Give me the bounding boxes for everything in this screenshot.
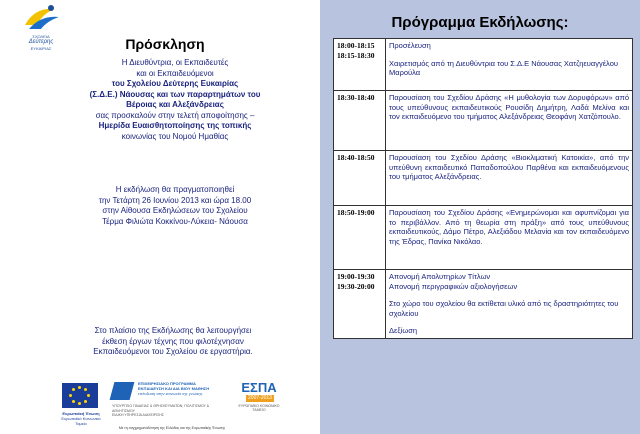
event-line: Η εκδήλωση θα πραγματοποιηθεί	[115, 185, 235, 194]
time-slot: 18:30-18:40	[337, 93, 375, 102]
table-row	[334, 39, 633, 91]
time-cell	[334, 151, 386, 206]
operational-programme-text	[138, 381, 230, 396]
eu-label	[58, 411, 104, 426]
invitation-line: και οι Εκπαιδευόμενοι	[136, 68, 214, 78]
description-line: Παρουσίαση του Σχεδίου Δράσης «Ενημερώνομαι και αφυπνίζομαι για το περιβάλλον. Από τη θεωρία στη πράξη» από τους υπεύθυνους εκπαιδευτικούς, Δάμο Πέτρο, Αλεξιάδου Μελανία και τον εκπαιδευόμενο της Έδρας, Πανίκα Νικόλαο.	[389, 208, 629, 246]
invitation-line: κοινωνίας του Νομού Ημαθίας	[121, 131, 229, 141]
op-line-1: ΕΠΙΧΕΙΡΗΣΙΑΚΟ ΠΡΟΓΡΑΜΜΑ	[138, 381, 196, 386]
eu-flag-icon	[62, 383, 98, 408]
espa-word: ΕΣΠΑ	[241, 380, 277, 395]
time-cell	[334, 39, 386, 91]
invitation-body	[50, 58, 300, 142]
op-line-2: ΕΚΠΑΙΔΕΥΣΗ ΚΑΙ ΔΙΑ ΒΙΟΥ ΜΑΘΗΣΗ	[138, 386, 210, 391]
logo-line-3: ΕΥΚΑΙΡΙΑΣ	[30, 46, 52, 51]
table-row	[334, 206, 633, 270]
time-slot: 19:30-20:00	[337, 281, 375, 291]
note-line: Εκπαιδευόμενοι του Σχολείου σε εργαστήρια.	[93, 347, 253, 356]
cofunding-footer: Με τη συγχρηματοδότηση της Ελλάδας και της Ευρωπαϊκής Ένωσης	[118, 426, 226, 430]
description-line: Παρουσίαση του Σχεδίου Δράσης «Βιοκλιματική Κατοικία», από την υπεύθυνη εκπαιδευτικό Παπαδοπούλου Παρθένα και εκπαιδευόμενους του τμήματος Αλεξάνδρειας.	[389, 153, 629, 181]
description-line: Απονομή Απολυτηρίων Τίτλων	[389, 272, 491, 281]
description-line: Παρουσίαση του Σχεδίου Δράσης «Η μυθολογία των Δορυφόρων» από τους υπεύθυνους εκπαιδευτικούς Ρουσίδη Δημήτρη, Λαδά Μελίνα και τον εκπαιδευόμενο του τμήματος Αλεξάνδρειας Θεοφάνη Χατζόπουλο.	[389, 93, 629, 121]
time-slot: 18:15-18:30	[337, 50, 375, 60]
event-details	[55, 185, 295, 227]
description-cell	[386, 206, 633, 270]
ministry-text	[112, 404, 232, 418]
espa-years: 2007-2013	[246, 395, 274, 402]
event-line: Τέρμα Φιλιώτα Κοκκίνου-Λύκεια- Νάουσα	[102, 216, 248, 226]
description-cell	[386, 91, 633, 151]
exhibition-note	[48, 326, 298, 358]
time-cell	[334, 206, 386, 270]
description-line: Στο χώρο του σχολείου θα εκτίθεται υλικό από τις δραστηριότητες του σχολείου	[389, 299, 619, 318]
op-line-3: επένδυση στην κοινωνία της γνώσης	[138, 391, 203, 396]
program-panel	[320, 0, 640, 434]
logo-line-2: Δεύτερης	[28, 39, 54, 45]
invitation-title: Πρόσκληση	[125, 36, 205, 52]
table-row	[334, 91, 633, 151]
invitation-line: Βέροιας και Αλεξάνδρειας	[126, 100, 224, 109]
operational-programme-logo-icon	[110, 382, 135, 400]
invitation-line: του Σχολείου Δεύτερης Ευκαιρίας	[111, 79, 239, 88]
ministry-line-2: ΕΙΔΙΚΗ ΥΠΗΡΕΣΙΑ ΔΙΑΧΕΙΡΙΣΗΣ	[112, 413, 164, 417]
description-cell	[386, 270, 633, 339]
time-slot: 18:40-18:50	[337, 153, 375, 162]
note-line: Στο πλαίσιο της Εκδήλωσης θα λειτουργήσει	[94, 326, 252, 335]
description-line: Απονομή περιγραφικών αξιολογήσεων	[389, 281, 518, 291]
table-row	[334, 151, 633, 206]
time-slot: 19:00-19:30	[337, 272, 375, 281]
ministry-line-1: ΥΠΟΥΡΓΕΙΟ ΠΑΙΔΕΙΑΣ & ΘΡΗΣΚΕΥΜΑΤΩΝ, ΠΟΛΙΤΙΣΜΟΥ & ΑΘΛΗΤΙΣΜΟΥ	[112, 404, 210, 413]
logo-line-1: ΣΧΟΛΕΙΑ	[32, 34, 50, 39]
note-line: έκθεση έργων τέχνης που φιλοτέχνησαν	[102, 336, 244, 346]
espa-sub: ΕΥΡΩΠΑΪΚΟ ΚΟΙΝΩΝΙΚΟ ΤΑΜΕΙΟ	[238, 404, 280, 412]
table-row	[334, 270, 633, 339]
event-line: την Τετάρτη 26 Ιουνίου 2013 και ώρα 18.00	[98, 195, 252, 205]
invitation-line: Η Διευθύντρια, οι Εκπαιδευτές	[121, 58, 229, 67]
program-table	[333, 38, 633, 339]
description-cell	[386, 151, 633, 206]
description-line: Χαιρετισμός από τη Διευθύντρια του Σ.Δ.Ε Νάουσας Χατζηευαγγέλου Μαρούλα	[389, 58, 618, 77]
description-line: Δεξίωση	[389, 326, 418, 335]
description-line: Προσέλευση	[389, 41, 431, 50]
eu-label-text: Ευρωπαϊκή Ένωση	[62, 411, 100, 416]
espa-logo	[236, 380, 282, 412]
invitation-line: (Σ.Δ.Ε.) Νάουσας και των παραρτημάτων του	[89, 89, 261, 99]
time-slot: 18:50-19:00	[337, 208, 375, 217]
eu-sub-text: Ευρωπαϊκό Κοινωνικό Ταμείο	[61, 416, 101, 426]
description-cell	[386, 39, 633, 91]
time-slot: 18:00-18:15	[337, 41, 375, 50]
event-line: στην Αίθουσα Εκδηλώσεων του Σχολείου	[102, 206, 248, 215]
program-title: Πρόγραμμα Εκδήλωσης:	[391, 14, 569, 31]
time-cell	[334, 270, 386, 339]
invitation-line: Ημερίδα Ευαισθητοποίησης της τοπικής	[98, 121, 252, 130]
time-cell	[334, 91, 386, 151]
school-logo	[19, 2, 63, 52]
invitation-line: σας προσκαλούν στην τελετή αποφοίτησης –	[95, 110, 255, 120]
funding-banner	[58, 376, 286, 434]
logo-swoosh-icon	[21, 3, 61, 33]
